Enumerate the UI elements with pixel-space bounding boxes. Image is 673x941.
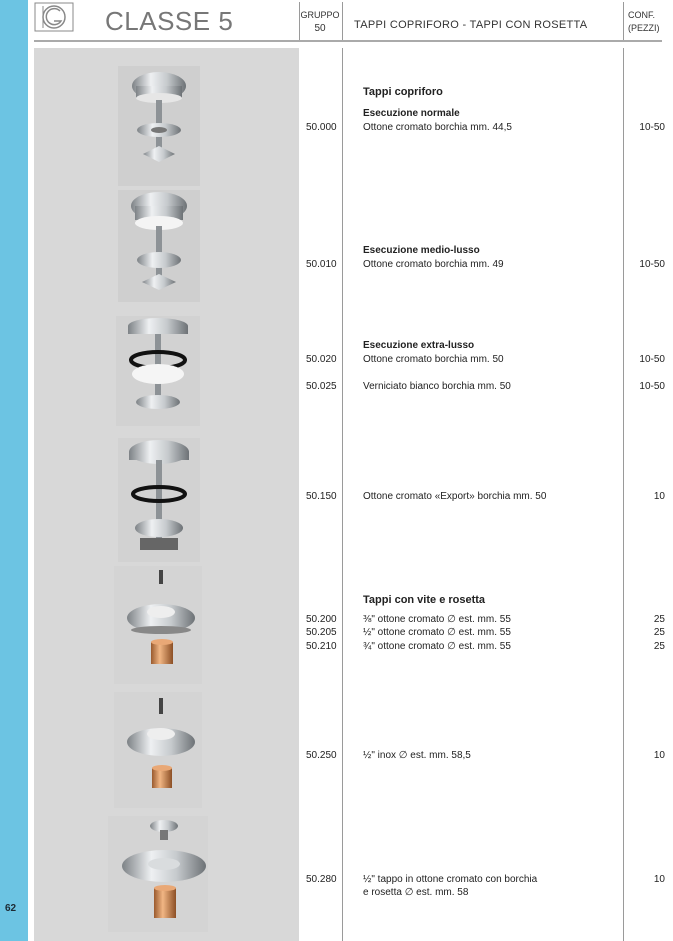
row-code: 50.025	[306, 381, 337, 392]
section-title-vite-rosetta: Tappi con vite e rosetta	[363, 594, 486, 606]
row-conf: 10	[653, 750, 665, 761]
row-description: Ottone cromato «Export» borchia mm. 50	[363, 491, 547, 502]
row-code: 50.020	[306, 354, 337, 365]
subsection-title-medio: Esecuzione medio-lusso	[363, 245, 480, 256]
row-conf: 10	[653, 491, 665, 502]
row-conf: 25	[653, 627, 665, 638]
row-code: 50.280	[306, 874, 337, 885]
row-conf: 25	[653, 641, 665, 652]
gruppo-header	[300, 9, 340, 35]
row-description: ½" inox ∅ est. mm. 58,5	[363, 750, 471, 761]
row-code: 50.150	[306, 491, 337, 502]
header-rule	[34, 40, 662, 42]
row-description: Ottone cromato borchia mm. 50	[363, 354, 504, 365]
gruppo-value: 50	[314, 23, 326, 34]
row-conf: 10-50	[639, 259, 665, 270]
row-description: ½" ottone cromato ∅ est. mm. 55	[363, 627, 511, 638]
conf-sub-label: (PEZZI)	[628, 23, 660, 33]
row-conf: 10	[653, 874, 665, 885]
brand-logo-icon	[34, 2, 74, 32]
row-code: 50.200	[306, 614, 337, 625]
product-photo-cap-export	[118, 438, 200, 562]
product-photo-cap-medio	[118, 190, 200, 302]
row-description: Ottone cromato borchia mm. 44,5	[363, 122, 512, 133]
product-photo-cap-normal	[118, 66, 200, 186]
column-divider	[623, 48, 624, 941]
column-divider	[342, 48, 343, 941]
row-code: 50.250	[306, 750, 337, 761]
section-title-copriforo: Tappi copriforo	[363, 86, 443, 98]
product-photo-inox-rosette	[114, 692, 202, 808]
row-description: Ottone cromato borchia mm. 49	[363, 259, 504, 270]
page-number: 62	[5, 903, 17, 914]
product-photo-screw-rosette	[114, 566, 202, 684]
conf-header	[628, 9, 660, 35]
row-conf: 10-50	[639, 381, 665, 392]
row-description: ¾" ottone cromato ∅ est. mm. 55	[363, 641, 511, 652]
row-description: Verniciato bianco borchia mm. 50	[363, 381, 511, 392]
row-conf: 10-50	[639, 122, 665, 133]
row-code: 50.010	[306, 259, 337, 270]
row-code: 50.000	[306, 122, 337, 133]
row-code: 50.210	[306, 641, 337, 652]
gruppo-label: GRUPPO	[300, 10, 340, 20]
conf-label: CONF.	[628, 10, 655, 20]
subsection-title-normale: Esecuzione normale	[363, 108, 460, 119]
row-description: ½" tappo in ottone cromato con borchia	[363, 874, 538, 885]
row-conf: 25	[653, 614, 665, 625]
row-conf: 10-50	[639, 354, 665, 365]
catalog-section-title: TAPPI COPRIFORO - TAPPI CON ROSETTA	[354, 19, 588, 31]
product-photo-cap-extra	[116, 316, 200, 426]
row-code: 50.205	[306, 627, 337, 638]
header-divider	[342, 2, 343, 40]
product-photo-cap-borchia-rosette	[108, 816, 208, 932]
header-divider	[623, 2, 624, 40]
row-description: ⅜" ottone cromato ∅ est. mm. 55	[363, 614, 511, 625]
row-description-line2: e rosetta ∅ est. mm. 58	[363, 887, 469, 898]
side-color-band	[0, 0, 28, 941]
subsection-title-extra: Esecuzione extra-lusso	[363, 340, 475, 351]
page-brand-title: CLASSE 5	[105, 6, 234, 36]
